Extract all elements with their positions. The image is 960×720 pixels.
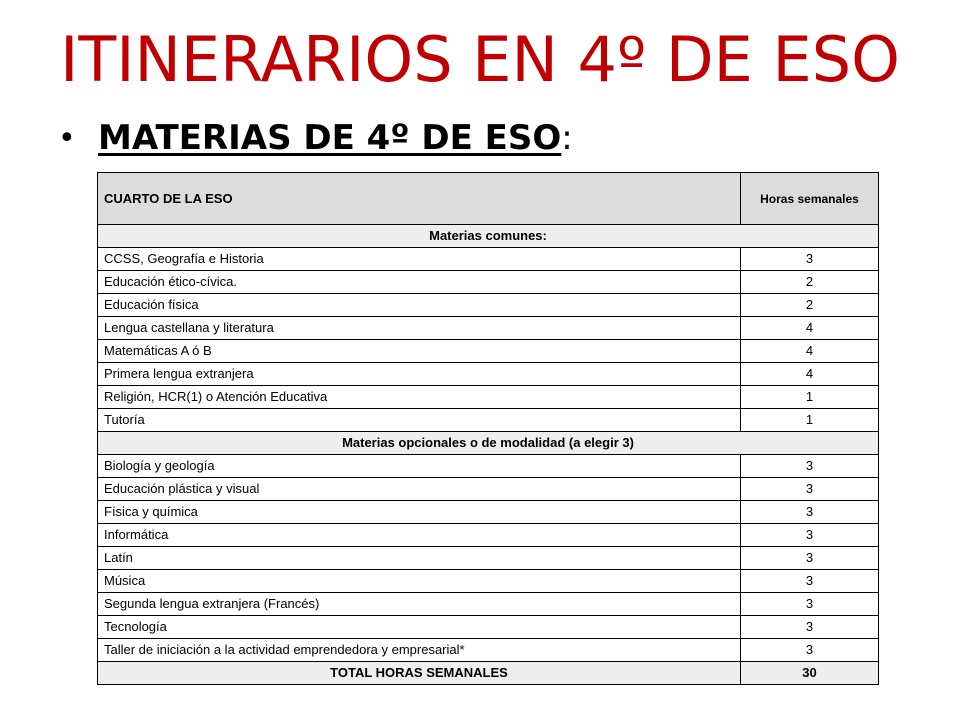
hours-cell: 2 (741, 294, 879, 317)
table-row (98, 409, 879, 432)
hours-cell: 4 (741, 340, 879, 363)
subject-cell: Educación física (98, 294, 741, 317)
hours-cell: 3 (741, 524, 879, 547)
table-row (98, 386, 879, 409)
table-row (98, 340, 879, 363)
hours-cell: 3 (741, 570, 879, 593)
table-row (98, 455, 879, 478)
hours-cell: 3 (741, 639, 879, 662)
table-row (98, 501, 879, 524)
slide-title: ITINERARIOS EN 4º DE ESO (60, 23, 900, 96)
table-row (98, 478, 879, 501)
section-title-optional: Materias opcionales o de modalidad (a elegir 3) (98, 432, 879, 455)
subject-cell: Latín (98, 547, 741, 570)
bullet-heading: MATERIAS DE 4º DE ESO (98, 118, 562, 158)
hours-cell: 3 (741, 478, 879, 501)
subject-cell: Educación ético-cívica. (98, 271, 741, 294)
subject-cell: Lengua castellana y literatura (98, 317, 741, 340)
subject-cell: Taller de iniciación a la actividad emprendedora y empresarial* (98, 639, 741, 662)
bullet-colon: : (561, 118, 573, 158)
subject-cell: CCSS, Geografía e Historia (98, 248, 741, 271)
subject-cell: Informática (98, 524, 741, 547)
total-label: TOTAL HORAS SEMANALES (98, 662, 741, 685)
hours-cell: 2 (741, 271, 879, 294)
header-subject: CUARTO DE LA ESO (98, 173, 741, 225)
hours-cell: 3 (741, 593, 879, 616)
hours-cell: 3 (741, 616, 879, 639)
table-row (98, 547, 879, 570)
subject-cell: Segunda lengua extranjera (Francés) (98, 593, 741, 616)
table-row (98, 294, 879, 317)
subject-cell: Matemáticas A ó B (98, 340, 741, 363)
hours-cell: 3 (741, 547, 879, 570)
section-row-common (98, 225, 879, 248)
table-row (98, 616, 879, 639)
total-value: 30 (741, 662, 879, 685)
hours-cell: 1 (741, 409, 879, 432)
subject-cell: Física y química (98, 501, 741, 524)
bullet-dot-icon: • (58, 120, 76, 156)
table-header-row (98, 173, 879, 225)
subject-cell: Música (98, 570, 741, 593)
hours-cell: 4 (741, 363, 879, 386)
subject-cell: Tecnología (98, 616, 741, 639)
bullet-item (58, 114, 573, 162)
table-row (98, 363, 879, 386)
table-row (98, 524, 879, 547)
hours-cell: 1 (741, 386, 879, 409)
table-row (98, 570, 879, 593)
subject-cell: Religión, HCR(1) o Atención Educativa (98, 386, 741, 409)
subject-cell: Tutoría (98, 409, 741, 432)
subject-cell: Primera lengua extranjera (98, 363, 741, 386)
total-row (98, 662, 879, 685)
hours-cell: 3 (741, 248, 879, 271)
header-hours: Horas semanales (741, 173, 879, 225)
hours-cell: 3 (741, 501, 879, 524)
table-row (98, 593, 879, 616)
subject-cell: Educación plástica y visual (98, 478, 741, 501)
table-row (98, 639, 879, 662)
hours-cell: 4 (741, 317, 879, 340)
subjects-table (97, 172, 879, 685)
table-row (98, 248, 879, 271)
section-row-optional (98, 432, 879, 455)
hours-cell: 3 (741, 455, 879, 478)
table-row (98, 271, 879, 294)
subject-cell: Biología y geología (98, 455, 741, 478)
section-title-common: Materias comunes: (98, 225, 879, 248)
table-row (98, 317, 879, 340)
